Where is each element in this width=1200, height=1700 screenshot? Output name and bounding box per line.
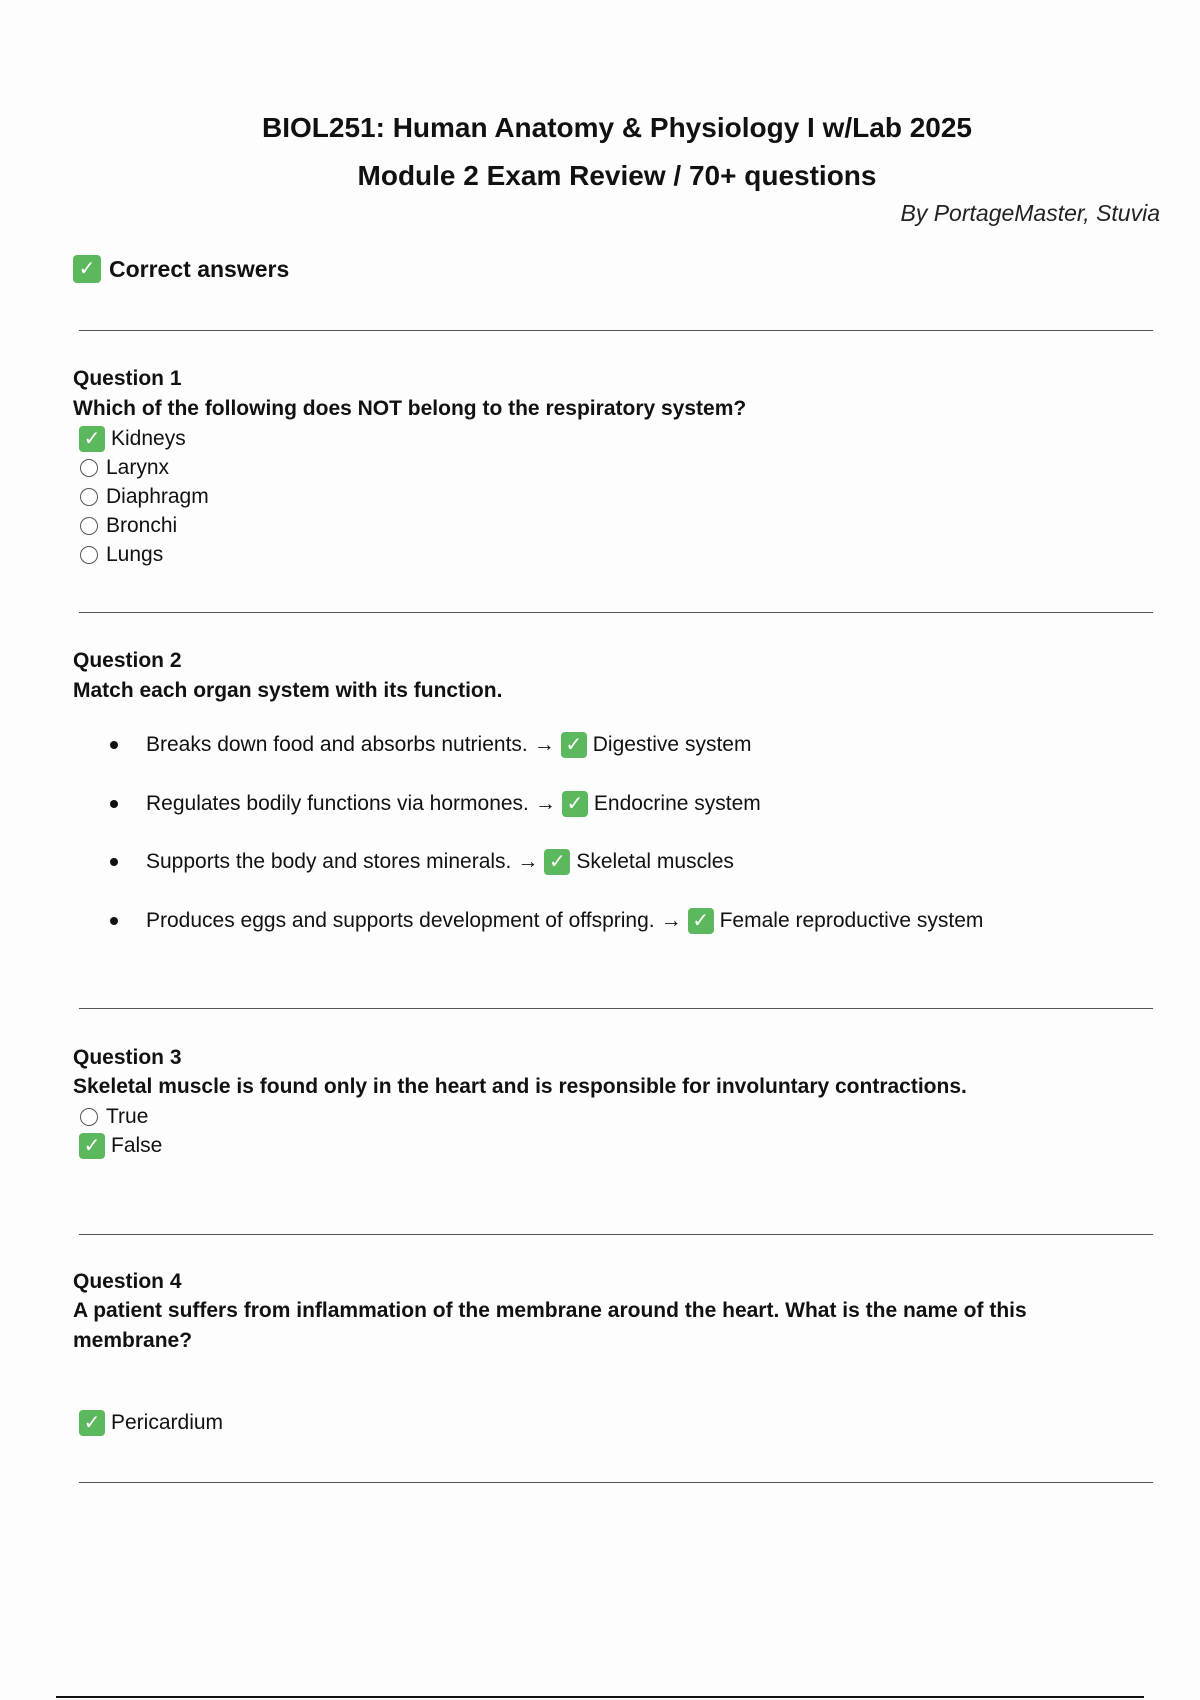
check-mark-icon: ✓ [79,1133,105,1159]
divider [79,1234,1153,1235]
document-subtitle: Module 2 Exam Review / 70+ questions [357,160,877,191]
divider [79,1008,1153,1009]
question-2-match-list [110,716,983,950]
match-answer: Female reproductive system [719,908,984,932]
question-1-heading: Question 1 [73,367,182,390]
option-label: Larynx [106,455,170,479]
match-item [110,716,983,775]
page-bottom-rule [56,1696,1144,1698]
match-prompt: Regulates bodily functions via hormones. [146,791,529,815]
question-4-answer [79,1410,223,1436]
option-diaphragm [79,482,209,511]
arrow-right-icon: → [660,908,682,932]
question-1-text: Which of the following does NOT belong to the respiratory system? [73,397,747,420]
radio-empty-icon [80,1108,98,1126]
bullet-icon [110,800,118,808]
legend-label: Correct answers [109,255,290,282]
match-prompt: Breaks down food and absorbs nutrients. [146,733,528,757]
match-prompt: Produces eggs and supports development of offspring. [146,908,655,932]
check-mark-icon: ✓ [561,732,587,758]
option-label: True [106,1104,149,1128]
bullet-icon [110,917,118,925]
match-prompt: Supports the body and stores minerals. [146,850,512,874]
question-4-text: A patient suffers from inflammation of the membrane around the heart. What is the name of this membrane? [73,1299,1027,1352]
author-byline: By PortageMaster, Stuvia [900,200,1160,226]
answer-label: Pericardium [111,1411,224,1434]
question-2-heading: Question 2 [73,649,182,672]
match-item [110,775,983,834]
check-mark-icon: ✓ [73,255,101,283]
option-label: False [111,1133,163,1157]
question-2-text: Match each organ system with its function. [73,679,503,702]
option-lungs [79,540,209,569]
question-4-heading: Question 4 [73,1270,182,1293]
option-false [79,1131,162,1160]
option-bronchi [79,511,209,540]
option-label: Lungs [106,542,164,566]
check-mark-icon: ✓ [688,908,714,934]
radio-empty-icon [80,546,98,564]
radio-empty-icon [80,488,98,506]
bullet-icon [110,741,118,749]
match-answer: Skeletal muscles [576,850,734,874]
arrow-right-icon: → [534,791,556,815]
divider [79,612,1153,613]
divider [79,1482,1153,1483]
check-mark-icon: ✓ [562,791,588,817]
check-mark-icon: ✓ [79,426,105,452]
document-title: BIOL251: Human Anatomy & Physiology I w/Lab 2025 [261,112,973,143]
divider [79,330,1153,331]
option-label: Diaphragm [106,484,209,508]
match-answer: Endocrine system [593,791,761,815]
match-item [110,892,983,951]
option-label: Bronchi [106,513,178,537]
question-3-options [79,1102,162,1160]
option-larynx [79,453,209,482]
match-answer: Digestive system [592,733,752,757]
question-3-heading: Question 3 [73,1046,182,1069]
correct-answers-legend [73,255,289,283]
bullet-icon [110,858,118,866]
arrow-right-icon: → [517,850,539,874]
radio-empty-icon [80,517,98,535]
check-mark-icon: ✓ [79,1410,105,1436]
radio-empty-icon [80,459,98,477]
check-mark-icon: ✓ [544,849,570,875]
question-3-text: Skeletal muscle is found only in the heart and is responsible for involuntary contractions. [73,1075,967,1098]
match-item [110,833,983,892]
question-1-options [79,424,209,569]
option-true [79,1102,162,1131]
arrow-right-icon: → [533,733,555,757]
option-kidneys [79,424,209,453]
option-label: Kidneys [111,426,186,450]
